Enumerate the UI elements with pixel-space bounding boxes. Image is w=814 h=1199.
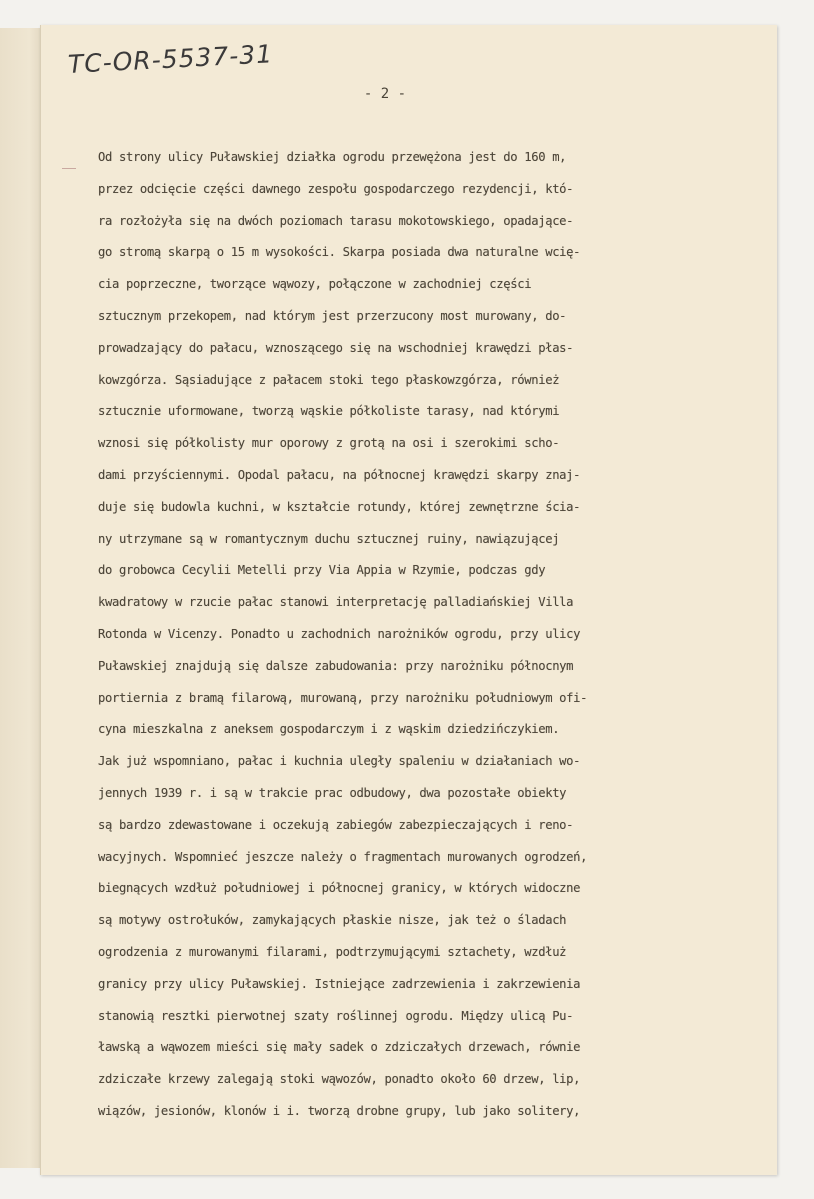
text-line: duje się budowla kuchni, w kształcie rotundy, której zewnętrzne ścia- [98,499,581,514]
text-line: stanowią resztki pierwotnej szaty roślinnej ogrodu. Między ulicą Pu- [98,1008,574,1023]
text-line: wiązów, jesionów, klonów i i. tworzą drobne grupy, lub jako solitery, [98,1103,581,1118]
text-line: Puławskiej znajdują się dalsze zabudowania: przy narożniku północnym [98,658,574,673]
text-line: do grobowca Cecylii Metelli przy Via Appia w Rzymie, podczas gdy [98,563,546,578]
text-line: granicy przy ulicy Puławskiej. Istniejące zadrzewienia i zakrzewienia [98,976,581,991]
text-line: przez odcięcie części dawnego zespołu gospodarczego rezydencji, któ- [98,181,574,196]
text-line: ogrodzenia z murowanymi filarami, podtrzymującymi sztachety, wzdłuż [98,944,567,959]
text-line: Rotonda w Vicenzy. Ponadto u zachodnich narożników ogrodu, przy ulicy [98,626,581,641]
text-line: jennych 1939 r. i są w trakcie prac odbudowy, dwa pozostałe obiekty [98,785,567,800]
text-line: są bardzo zdewastowane i oczekują zabiegów zabezpieczających i reno- [98,817,574,832]
page-number: - 2 - [363,86,407,102]
text-line: są motywy ostrołuków, zamykających płaskie nisze, jak też o śladach [98,913,567,928]
margin-mark [62,168,76,169]
text-line: go stromą skarpą o 15 m wysokości. Skarpa posiada dwa naturalne wcię- [98,245,581,260]
text-line: sztucznie uformowane, tworzą wąskie półkoliste tarasy, nad którymi [98,404,560,419]
text-line: dami przyściennymi. Opodal pałacu, na północnej krawędzi skarpy znaj- [98,467,581,482]
text-line: zdziczałe krzewy zalegają stoki wąwozów, ponadto około 60 drzew, lip, [98,1072,581,1087]
text-line: ny utrzymane są w romantycznym duchu sztucznej ruiny, nawiązującej [98,531,560,546]
text-line: wznosi się półkolisty mur oporowy z grotą na osi i szerokimi scho- [98,436,560,451]
text-line: sztucznym przekopem, nad którym jest przerzucony most murowany, do- [98,308,567,323]
text-line: wacyjnych. Wspomnieć jeszcze należy o fragmentach murowanych ogrodzeń, [98,849,588,864]
text-line: ra rozłożyła się na dwóch poziomach tarasu mokotowskiego, opadające- [98,213,574,228]
text-line: ławską a wąwozem mieści się mały sadek o zdziczałych drzewach, równie [98,1040,581,1055]
typed-body-text [98,142,768,1128]
handwritten-reference-number: TC-OR-5537-31 [67,39,274,79]
text-line: kwadratowy w rzucie pałac stanowi interpretację palladiańskiej Villa [98,595,574,610]
text-line: cyna mieszkalna z aneksem gospodarczym i z wąskim dziedzińczykiem. [98,722,560,737]
previous-page-edge [0,28,43,1168]
text-line: Jak już wspomniano, pałac i kuchnia uległy spaleniu w działaniach wo- [98,754,581,769]
text-line: Od strony ulicy Puławskiej działka ogrodu przewężona jest do 160 m, [98,150,567,164]
text-line: portiernia z bramą filarową, murowaną, przy narożniku południowym ofi- [98,690,588,705]
text-line: cia poprzeczne, tworzące wąwozy, połączone w zachodniej części [98,277,532,292]
text-line: prowadzający do pałacu, wznoszącego się na wschodniej krawędzi płas- [98,340,574,355]
text-line: biegnących wzdłuż południowej i północnej granicy, w których widoczne [98,881,581,896]
text-line: kowzgórza. Sąsiadujące z pałacem stoki tego płaskowzgórza, również [98,372,560,387]
